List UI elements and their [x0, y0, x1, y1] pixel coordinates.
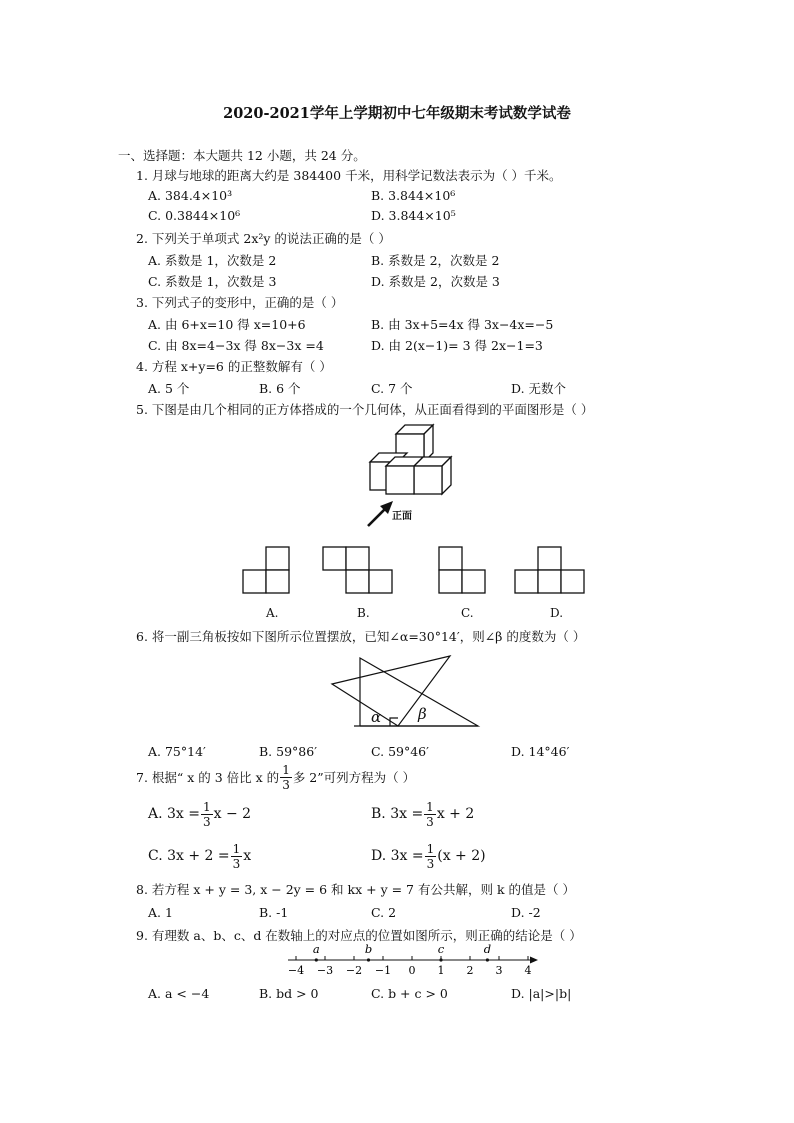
fraction-denominator: 3 — [203, 814, 211, 829]
section-heading: 一、选择题：本大题共 12 小题，共 24 分。 — [118, 148, 366, 163]
fraction-denominator: 3 — [426, 856, 435, 871]
fraction-denominator: 3 — [282, 777, 290, 792]
q5-option-d: D. — [550, 606, 564, 620]
q7-stem-pre: 7. 根据“ x 的 3 倍比 x 的 — [136, 770, 280, 785]
q9-option-b: B. bd > 0 — [259, 986, 319, 1001]
number-line-tick-label: −3 — [316, 964, 334, 977]
option-pre: D. 3x = — [371, 848, 424, 864]
triangle-boards-figure — [330, 650, 482, 730]
option-fraction — [424, 801, 436, 828]
question-8-stem: 8. 若方程 x + y = 3, x − 2y = 6 和 kx + y = 7 有公共解，则 k 的值是（ ） — [136, 882, 575, 897]
q4-option-b: B. 6 个 — [259, 381, 301, 396]
q6-option-a: A. 75°14′ — [148, 744, 206, 759]
question-3-stem: 3. 下列式子的变形中，正确的是（ ） — [136, 295, 344, 310]
angle-beta-label: β — [418, 705, 427, 723]
question-9-stem: 9. 有理数 a、b、c、d 在数轴上的对应点的位置如图所示，则正确的结论是（ ） — [136, 928, 582, 943]
option-post: x + 2 — [436, 806, 475, 822]
q9-option-d: D. |a|>|b| — [511, 986, 572, 1001]
q5-figure-b — [322, 546, 394, 594]
option-pre: B. 3x = — [371, 806, 424, 822]
q3-option-d: D. 由 2(x−1)= 3 得 2x−1=3 — [371, 338, 543, 353]
exam-title: 2020-2021学年上学期初中七年级期末考试数学试卷 — [223, 105, 571, 122]
q6-option-d: D. 14°46′ — [511, 744, 570, 759]
angle-alpha-label: α — [371, 708, 382, 726]
fraction-numerator: 1 — [426, 841, 435, 856]
q7-stem-post: 多 2”可列方程为（ ） — [292, 770, 416, 785]
number-line-point-b — [367, 958, 370, 961]
q7-option-a — [148, 796, 251, 832]
q8-option-b: B. -1 — [259, 905, 289, 920]
q1-option-b: B. 3.844×10⁶ — [371, 188, 456, 203]
number-line-point-c — [439, 958, 442, 961]
number-line-tick-label: −1 — [374, 964, 392, 977]
q5-option-b: B. — [357, 606, 370, 620]
q8-option-a: A. 1 — [148, 905, 173, 920]
q5-figure-a — [242, 546, 292, 594]
number-line-point-label: b — [364, 942, 373, 956]
q2-option-c: C. 系数是 1，次数是 3 — [148, 274, 277, 289]
number-line-tick-label: 1 — [437, 964, 445, 977]
q6-option-b: B. 59°86′ — [259, 744, 318, 759]
q8-option-c: C. 2 — [371, 905, 397, 920]
number-line-tick-label: 0 — [408, 964, 416, 977]
q6-option-c: C. 59°46′ — [371, 744, 429, 759]
number-line-point-label: a — [312, 942, 320, 956]
q1-option-a: A. 384.4×10³ — [148, 188, 233, 203]
fraction-numerator: 1 — [426, 799, 434, 814]
q3-option-a: A. 由 6+x=10 得 x=10+6 — [148, 317, 306, 332]
q4-option-c: C. 7 个 — [371, 381, 413, 396]
fraction-denominator: 3 — [426, 814, 434, 829]
fraction-numerator: 1 — [203, 799, 211, 814]
q9-option-a: A. a < −4 — [148, 986, 210, 1001]
q5-option-a: A. — [266, 606, 279, 620]
q3-option-b: B. 由 3x+5=4x 得 3x−4x=−5 — [371, 317, 554, 332]
fraction-numerator: 1 — [282, 762, 290, 777]
option-pre: C. 3x + 2 = — [148, 848, 230, 864]
q5-figure-c — [438, 546, 488, 594]
question-5-stem: 5. 下图是由几个相同的正方体搭成的一个几何体，从正面看得到的平面图形是（ ） — [136, 402, 594, 417]
q2-option-b: B. 系数是 2，次数是 2 — [371, 253, 500, 268]
q7-option-b — [371, 796, 474, 832]
option-pre: A. 3x = — [148, 806, 200, 822]
q7-option-c — [148, 838, 251, 874]
number-line-point-label: c — [437, 942, 445, 956]
q9-option-c: C. b + c > 0 — [371, 986, 448, 1001]
number-line-point-label: d — [483, 942, 492, 956]
question-6-stem: 6. 将一副三角板按如下图所示位置摆放，已知∠α=30°14′，则∠β 的度数为（ ） — [136, 629, 586, 644]
q7-stem-fraction — [280, 764, 292, 791]
question-4-stem: 4. 方程 x+y=6 的正整数解有（ ） — [136, 359, 332, 374]
front-view-label: 正面 — [392, 511, 412, 522]
number-line-tick-label: 2 — [466, 964, 474, 977]
question-2-stem: 2. 下列关于单项式 2x²y 的说法正确的是（ ） — [136, 231, 391, 246]
option-fraction — [201, 801, 213, 828]
q8-option-d: D. -2 — [511, 905, 541, 920]
option-post: (x + 2) — [437, 848, 486, 864]
number-line-tick-label: 3 — [495, 964, 503, 977]
number-line-arrow — [530, 957, 538, 964]
fraction-denominator: 3 — [232, 856, 241, 871]
q1-option-c: C. 0.3844×10⁶ — [148, 208, 241, 223]
number-line — [280, 944, 540, 978]
fraction-numerator: 1 — [232, 841, 241, 856]
q7-option-d — [371, 838, 486, 874]
q1-option-d: D. 3.844×10⁵ — [371, 208, 456, 223]
option-post: x − 2 — [213, 806, 252, 822]
q2-option-a: A. 系数是 1，次数是 2 — [148, 253, 277, 268]
q5-figure-d — [514, 546, 586, 594]
number-line-point-a — [315, 958, 318, 961]
q5-option-c: C. — [461, 606, 474, 620]
q2-option-d: D. 系数是 2，次数是 3 — [371, 274, 500, 289]
question-1-stem: 1. 月球与地球的距离大约是 384400 千米，用科学记数法表示为（ ）千米。 — [136, 168, 562, 183]
option-fraction — [231, 843, 243, 870]
number-line-tick-label: 4 — [524, 964, 532, 977]
option-post: x — [243, 848, 252, 864]
question-7-stem — [136, 760, 415, 794]
q3-option-c: C. 由 8x=4−3x 得 8x−3x =4 — [148, 338, 324, 353]
q4-option-a: A. 5 个 — [148, 381, 190, 396]
number-line-tick-label: −4 — [287, 964, 305, 977]
option-fraction — [425, 843, 437, 870]
number-line-tick-label: −2 — [345, 964, 363, 977]
q4-option-d: D. 无数个 — [511, 381, 567, 396]
number-line-point-d — [486, 958, 489, 961]
